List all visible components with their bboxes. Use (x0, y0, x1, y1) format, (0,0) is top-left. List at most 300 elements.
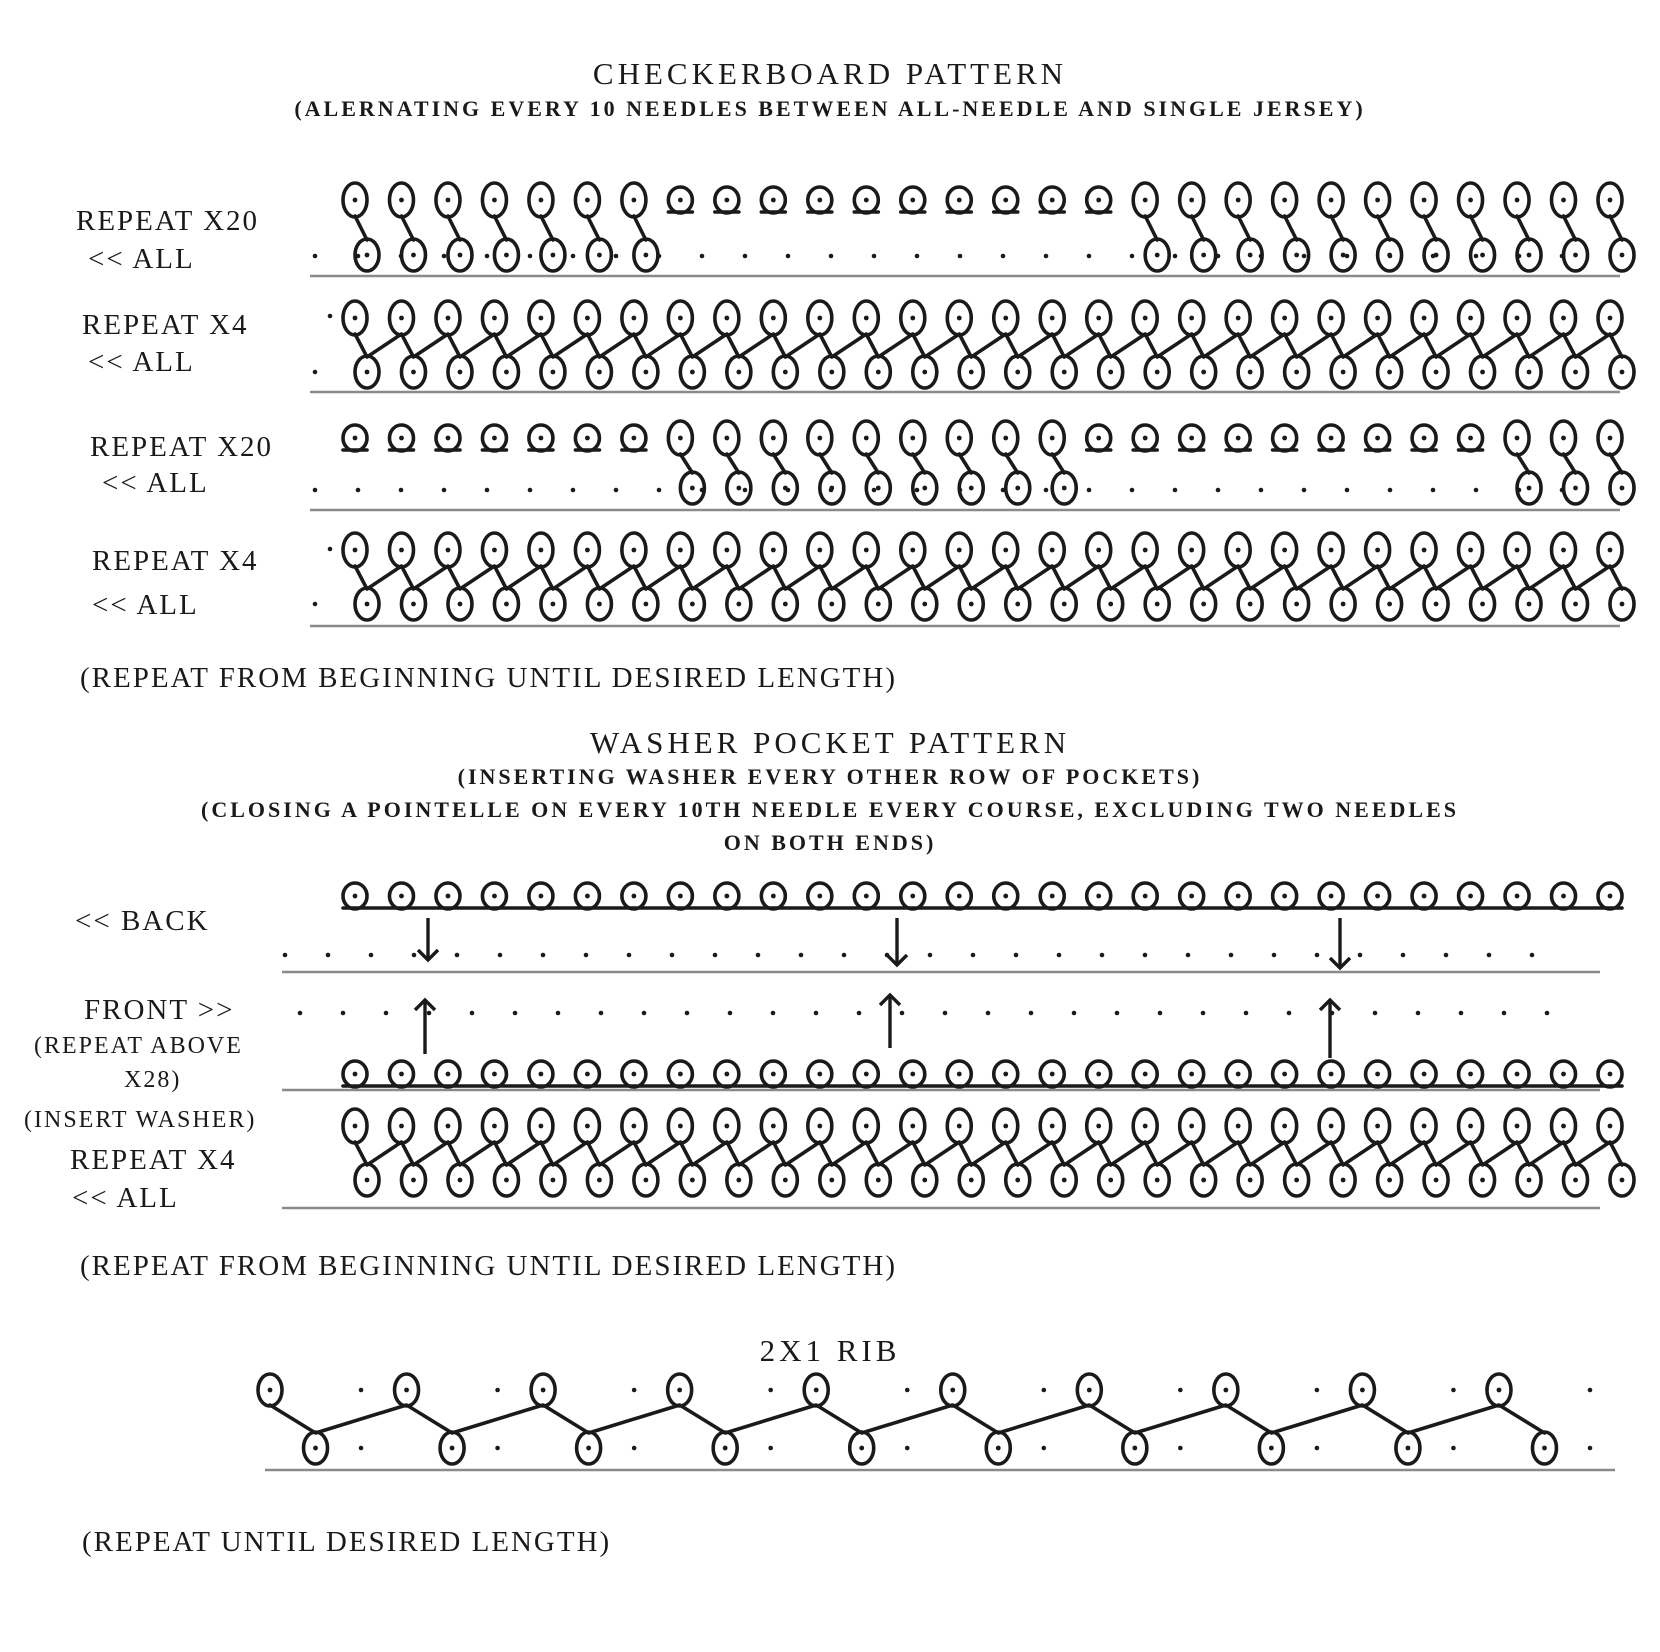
loop-center-dot (771, 436, 776, 441)
loop-center-dot (1143, 894, 1148, 899)
loop-center-dot (736, 1178, 741, 1183)
needle-dot (1545, 1011, 1550, 1016)
loop-center-dot (1329, 548, 1334, 553)
checker-row3-direction: << ALL (102, 467, 209, 499)
loop-center-dot (1573, 253, 1578, 258)
loop-center-dot (399, 316, 404, 321)
loop-center-dot (1329, 436, 1334, 441)
needle-dot (1302, 488, 1307, 493)
needle-dot (928, 953, 933, 958)
needle-dot (571, 254, 576, 259)
loop-center-dot (1497, 1388, 1502, 1393)
loop-center-dot (1050, 1124, 1055, 1129)
loop-center-dot (969, 370, 974, 375)
loop-center-dot (1375, 894, 1380, 899)
needle-dot (728, 1011, 733, 1016)
needle-dot (1044, 488, 1049, 493)
needle-dot (427, 1011, 432, 1016)
loop-center-dot (1096, 436, 1101, 441)
needle-dot (1044, 254, 1049, 259)
loop-center-dot (864, 894, 869, 899)
loop-center-dot (446, 198, 451, 203)
all-needle-yarn (1564, 454, 1576, 473)
loop-center-dot (1360, 1388, 1365, 1393)
needle-dot (786, 254, 791, 259)
loop-center-dot (1341, 1178, 1346, 1183)
washer-subtitle-2: (CLOSING A POINTELLE ON EVERY 10TH NEEDLE EVERY COURSE, EXCLUDING TWO NEEDLES (201, 797, 1459, 822)
loop-center-dot (724, 316, 729, 321)
needle-dot (915, 488, 920, 493)
loop-center-dot (1236, 1072, 1241, 1077)
needle-dot (1315, 953, 1320, 958)
needle-dot (1502, 1011, 1507, 1016)
loop-center-dot (1201, 370, 1206, 375)
loop-center-dot (446, 436, 451, 441)
loop-center-dot (353, 198, 358, 203)
loop-center-dot (539, 436, 544, 441)
needle-dot (915, 254, 920, 259)
needle-dot (685, 1011, 690, 1016)
loop-center-dot (1003, 1124, 1008, 1129)
row-rules (265, 276, 1620, 1470)
loop-center-dot (690, 1178, 695, 1183)
loop-center-dot (492, 436, 497, 441)
loop-center-dot (1329, 894, 1334, 899)
all-needle-yarn (1052, 454, 1064, 473)
needle-dot (905, 1388, 910, 1393)
loop-center-dot (1269, 1446, 1274, 1451)
loop-center-dot (643, 370, 648, 375)
loop-center-dot (859, 1446, 864, 1451)
loop-center-dot (950, 1388, 955, 1393)
loop-center-dot (724, 1072, 729, 1077)
loop-center-dot (1155, 1178, 1160, 1183)
loop-center-dot (1468, 316, 1473, 321)
all-needle-yarn (1378, 216, 1390, 240)
loop-center-dot (1108, 370, 1113, 375)
loop-center-dot (817, 548, 822, 553)
loop-center-dot (1015, 602, 1020, 607)
loop-center-dot (1143, 548, 1148, 553)
loop-center-dot (678, 548, 683, 553)
loop-center-dot (957, 894, 962, 899)
loop-center-dot (783, 1178, 788, 1183)
loop-center-dot (1189, 1072, 1194, 1077)
needle-dot (1373, 1011, 1378, 1016)
loop-center-dot (1236, 436, 1241, 441)
loop-center-dot (724, 198, 729, 203)
loop-center-dot (1480, 370, 1485, 375)
loop-center-dot (957, 1124, 962, 1129)
loop-center-dot (876, 1178, 881, 1183)
needle-dot (1041, 1446, 1046, 1451)
needle-dot (1229, 953, 1234, 958)
loop-center-dot (1527, 1178, 1532, 1183)
loop-center-dot (864, 1124, 869, 1129)
loop-center-dot (957, 198, 962, 203)
loop-center-dot (817, 1072, 822, 1077)
loop-center-dot (910, 894, 915, 899)
loop-center-dot (492, 316, 497, 321)
loop-center-dot (1527, 486, 1532, 491)
needle-dot (326, 953, 331, 958)
loop-center-dot (864, 198, 869, 203)
loop-center-dot (922, 602, 927, 607)
loop-center-dot (783, 602, 788, 607)
loop-center-dot (1468, 548, 1473, 553)
loop-center-dot (1375, 436, 1380, 441)
loop-center-dot (771, 1072, 776, 1077)
repeat-above-label: (REPEAT ABOVE (34, 1033, 243, 1059)
loop-center-dot (1375, 1072, 1380, 1077)
needle-dot (872, 254, 877, 259)
needle-dot (1143, 953, 1148, 958)
loop-center-dot (910, 436, 915, 441)
loop-center-dot (1542, 1446, 1547, 1451)
loop-center-dot (1096, 894, 1101, 899)
loop-center-dot (1236, 894, 1241, 899)
needle-dot (627, 953, 632, 958)
loop-center-dot (585, 548, 590, 553)
loop-center-dot (1236, 548, 1241, 553)
loop-center-dot (1387, 253, 1392, 258)
loop-center-dot (631, 316, 636, 321)
all-needle-yarn (1610, 454, 1622, 473)
loop-center-dot (1468, 894, 1473, 899)
needle-dot (1178, 1446, 1183, 1451)
all-needle-yarn (587, 216, 599, 240)
needle-dot (498, 953, 503, 958)
loop-center-dot (1573, 486, 1578, 491)
needle-dot (1130, 488, 1135, 493)
loop-center-dot (1294, 602, 1299, 607)
loop-center-dot (631, 198, 636, 203)
loop-center-dot (450, 1446, 455, 1451)
needle-dot (399, 488, 404, 493)
loop-center-dot (1422, 1124, 1427, 1129)
loop-center-dot (678, 316, 683, 321)
needle-dot (700, 254, 705, 259)
loop-center-dot (1468, 1124, 1473, 1129)
loop-center-dot (1201, 1178, 1206, 1183)
loop-center-dot (1515, 548, 1520, 553)
loop-center-dot (504, 370, 509, 375)
needle-dot (713, 953, 718, 958)
needle-dot (442, 488, 447, 493)
loop-center-dot (678, 198, 683, 203)
loop-center-dot (1620, 602, 1625, 607)
all-needle-yarn (820, 454, 832, 473)
loop-center-dot (1096, 316, 1101, 321)
loop-center-dot (969, 1178, 974, 1183)
front-label: FRONT >> (84, 994, 235, 1026)
loop-center-dot (411, 1178, 416, 1183)
loop-center-dot (1015, 370, 1020, 375)
loop-center-dot (922, 1178, 927, 1183)
needle-dot (1401, 953, 1406, 958)
loop-center-dot (1515, 1072, 1520, 1077)
loop-center-dot (1282, 316, 1287, 321)
all-needle-yarn (1424, 216, 1436, 240)
loop-center-dot (1329, 1072, 1334, 1077)
loop-center-dot (1561, 548, 1566, 553)
loop-center-dot (1132, 1446, 1137, 1451)
needle-dot (313, 488, 318, 493)
loop-center-dot (1087, 1388, 1092, 1393)
loop-center-dot (399, 1072, 404, 1077)
all-needle-yarn (1285, 216, 1297, 240)
loop-center-dot (724, 1124, 729, 1129)
loop-center-dot (458, 253, 463, 258)
loop-center-dot (1248, 602, 1253, 607)
checker-row2-direction: << ALL (88, 346, 195, 378)
loop-center-dot (1282, 1072, 1287, 1077)
loop-center-dot (1422, 1072, 1427, 1077)
needle-dot (1416, 1011, 1421, 1016)
loop-center-dot (1282, 894, 1287, 899)
washer-subtitle-3: ON BOTH ENDS) (723, 830, 937, 855)
needle-dot (768, 1446, 773, 1451)
loop-center-dot (771, 548, 776, 553)
loop-center-dot (1108, 602, 1113, 607)
loop-center-dot (1480, 1178, 1485, 1183)
needle-dot (328, 314, 333, 319)
washer-repeat-note: (REPEAT FROM BEGINNING UNTIL DESIRED LENGTH) (80, 1250, 897, 1282)
loop-center-dot (1096, 548, 1101, 553)
checkerboard-repeat-note: (REPEAT FROM BEGINNING UNTIL DESIRED LENGTH) (80, 662, 897, 694)
loop-center-dot (1515, 1124, 1520, 1129)
needle-dot (571, 488, 576, 493)
loop-center-dot (399, 1124, 404, 1129)
needle-dot (384, 1011, 389, 1016)
loop-center-dot (1573, 370, 1578, 375)
loop-center-dot (1341, 253, 1346, 258)
all-needle-yarn (634, 216, 646, 240)
loop-center-dot (1248, 253, 1253, 258)
loop-center-dot (724, 548, 729, 553)
needle-dot (1302, 254, 1307, 259)
loop-center-dot (1143, 1072, 1148, 1077)
loop-center-dot (446, 1072, 451, 1077)
loop-center-dot (1620, 370, 1625, 375)
all-needle-yarn (1517, 454, 1529, 473)
loop-center-dot (724, 436, 729, 441)
needle-dot (556, 1011, 561, 1016)
all-needle-yarn (494, 216, 506, 240)
loop-center-dot (1096, 1124, 1101, 1129)
loop-center-dot (1434, 1178, 1439, 1183)
loop-center-dot (723, 1446, 728, 1451)
needle-dot (495, 1388, 500, 1393)
loop-center-dot (678, 894, 683, 899)
loop-center-dot (957, 1072, 962, 1077)
needle-dot (958, 254, 963, 259)
loop-center-dot (1468, 436, 1473, 441)
loop-center-dot (1480, 602, 1485, 607)
needle-dot (1100, 953, 1105, 958)
loop-center-dot (1050, 894, 1055, 899)
loop-center-dot (876, 370, 881, 375)
loop-center-dot (1375, 316, 1380, 321)
loop-center-dot (597, 602, 602, 607)
loop-center-dot (492, 894, 497, 899)
needle-dot (872, 488, 877, 493)
needle-dot (842, 953, 847, 958)
all-needle-yarn (401, 216, 413, 240)
loop-center-dot (539, 1072, 544, 1077)
loop-center-dot (1620, 1178, 1625, 1183)
repeat-above-count: X28) (124, 1067, 182, 1093)
needle-dot (900, 1011, 905, 1016)
needle-dot (1201, 1011, 1206, 1016)
needle-dot (1315, 1446, 1320, 1451)
washer-title: WASHER POCKET PATTERN (589, 725, 1071, 760)
loop-center-dot (1282, 548, 1287, 553)
needle-dot (905, 1446, 910, 1451)
needle-dot (1186, 953, 1191, 958)
loop-center-dot (1561, 316, 1566, 321)
loop-center-dot (631, 1124, 636, 1129)
loop-center-dot (1387, 370, 1392, 375)
loop-center-dot (1201, 602, 1206, 607)
loop-center-dot (399, 548, 404, 553)
loop-center-dot (446, 548, 451, 553)
loop-center-dot (353, 316, 358, 321)
loop-center-dot (1468, 1072, 1473, 1077)
loop-center-dot (551, 253, 556, 258)
needle-dot (986, 1011, 991, 1016)
loop-center-dot (1003, 436, 1008, 441)
loop-center-dot (829, 1178, 834, 1183)
needle-dot (485, 488, 490, 493)
loop-center-dot (1236, 316, 1241, 321)
loop-center-dot (1468, 198, 1473, 203)
needle-dot (743, 254, 748, 259)
loop-center-dot (492, 1072, 497, 1077)
all-needle-yarn (1610, 216, 1622, 240)
all-needle-yarn (1517, 216, 1529, 240)
loop-center-dot (643, 602, 648, 607)
loop-center-dot (817, 436, 822, 441)
needle-dot (1014, 953, 1019, 958)
loop-center-dot (1003, 316, 1008, 321)
needle-dot (1087, 488, 1092, 493)
loop-center-dot (353, 1124, 358, 1129)
needle-dot (1115, 1011, 1120, 1016)
loop-center-dot (1608, 548, 1613, 553)
loop-center-dot (864, 436, 869, 441)
needle-dot (455, 953, 460, 958)
washer-subtitle-1: (INSERTING WASHER EVERY OTHER ROW OF POCKETS) (457, 764, 1203, 789)
needle-dot (1259, 488, 1264, 493)
loop-center-dot (678, 436, 683, 441)
loop-center-dot (771, 198, 776, 203)
loop-center-dot (643, 1178, 648, 1183)
loop-center-dot (1387, 1178, 1392, 1183)
loop-center-dot (1143, 316, 1148, 321)
loop-center-dot (365, 602, 370, 607)
loop-center-dot (1422, 436, 1427, 441)
loop-center-dot (996, 1446, 1001, 1451)
all-needle-yarn (355, 1142, 1622, 1165)
needle-dot (1173, 254, 1178, 259)
loop-center-dot (817, 1124, 822, 1129)
needle-dot (1216, 488, 1221, 493)
needle-dot (495, 1446, 500, 1451)
loop-center-dot (876, 602, 881, 607)
loop-center-dot (1155, 253, 1160, 258)
needle-dot (328, 547, 333, 552)
loop-center-dot (541, 1388, 546, 1393)
loop-center-dot (1527, 253, 1532, 258)
loop-center-dot (690, 486, 695, 491)
all-needle-yarn (1564, 216, 1576, 240)
needle-dot (584, 953, 589, 958)
needle-dot (528, 254, 533, 259)
loop-center-dot (353, 436, 358, 441)
checker-row1-direction: << ALL (88, 243, 195, 275)
loop-center-dot (539, 894, 544, 899)
loop-center-dot (1236, 198, 1241, 203)
loop-center-dot (1294, 1178, 1299, 1183)
all-needle-yarn (1331, 216, 1343, 240)
loop-center-dot (458, 1178, 463, 1183)
loop-center-dot (910, 316, 915, 321)
loop-center-dot (1406, 1446, 1411, 1451)
loop-center-dot (353, 1072, 358, 1077)
needle-dot (1345, 488, 1350, 493)
all-needle-yarn (959, 454, 971, 473)
checker-row2-repeat: REPEAT X4 (82, 309, 249, 341)
loop-center-dot (1050, 436, 1055, 441)
all-needle-yarn (680, 454, 692, 473)
loop-center-dot (1223, 1388, 1228, 1393)
loop-center-dot (864, 548, 869, 553)
loop-center-dot (399, 198, 404, 203)
needle-dot (1487, 953, 1492, 958)
loop-center-dot (411, 602, 416, 607)
all-needle-yarn (448, 216, 460, 240)
needle-dot (1057, 953, 1062, 958)
loop-center-dot (1561, 198, 1566, 203)
needle-dots (283, 254, 1593, 1451)
loop-center-dot (1434, 602, 1439, 607)
loop-center-dot (1189, 548, 1194, 553)
loop-center-dot (1515, 894, 1520, 899)
needle-dot (442, 254, 447, 259)
loop-center-dot (1341, 370, 1346, 375)
loop-center-dot (1050, 198, 1055, 203)
loop-center-dot (1003, 1072, 1008, 1077)
needle-dot (614, 254, 619, 259)
loop-center-dot (1341, 602, 1346, 607)
all-needle-yarn (355, 334, 1622, 357)
loop-center-dot (771, 894, 776, 899)
loop-center-dot (1143, 198, 1148, 203)
loop-center-dot (1375, 548, 1380, 553)
needle-dot (1001, 254, 1006, 259)
needle-dot (485, 254, 490, 259)
needle-dot (1244, 1011, 1249, 1016)
needle-dot (1530, 953, 1535, 958)
loop-center-dot (551, 1178, 556, 1183)
needle-dot (470, 1011, 475, 1016)
needle-dot (756, 953, 761, 958)
loop-center-dot (585, 1072, 590, 1077)
needle-dot (1588, 1388, 1593, 1393)
loop-center-dot (504, 253, 509, 258)
loop-center-dot (1201, 253, 1206, 258)
